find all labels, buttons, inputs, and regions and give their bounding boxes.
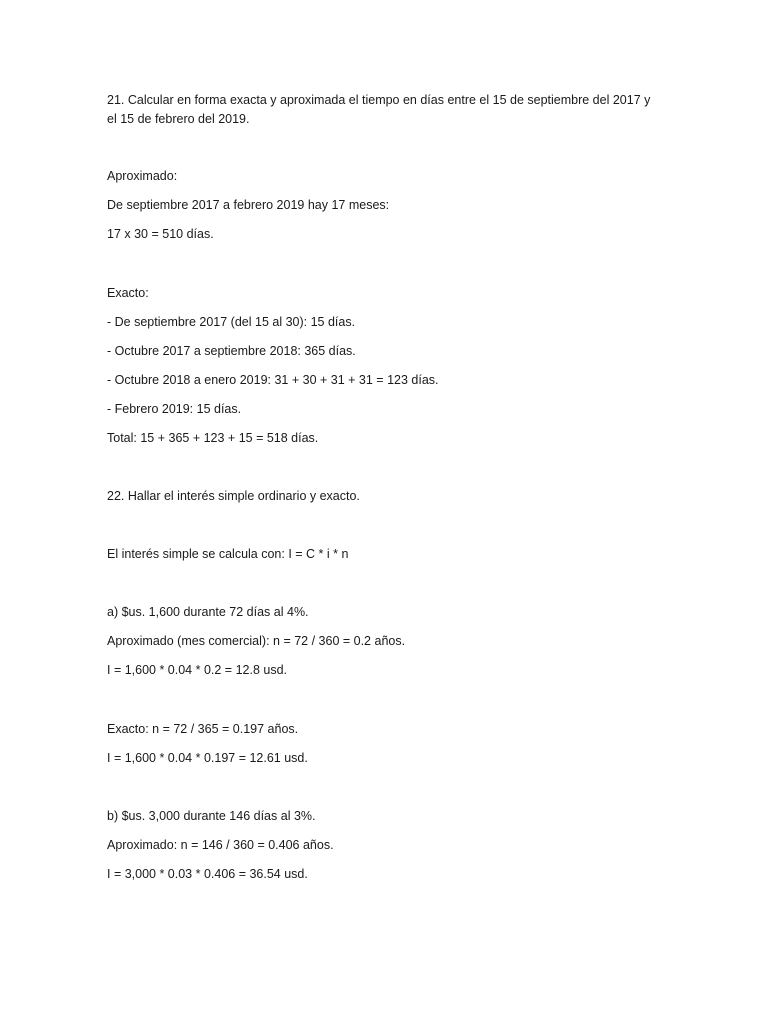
part-a-exact-calc: I = 1,600 * 0.04 * 0.197 = 12.61 usd. (107, 751, 308, 765)
part-a-approx: Aproximado (mes comercial): n = 72 / 360 = 0.2 años. (107, 634, 406, 648)
part-b-approx-calc: I = 3,000 * 0.03 * 0.406 = 36.54 usd. (107, 867, 308, 881)
part-b-approx: Aproximado: n = 146 / 360 = 0.406 años. (107, 838, 334, 852)
part-a-statement: a) $us. 1,600 durante 72 días al 4%. (107, 605, 309, 619)
part-b-statement: b) $us. 3,000 durante 146 días al 3%. (107, 809, 316, 823)
exact-total: Total: 15 + 365 + 123 + 15 = 518 días. (107, 431, 319, 445)
approx-line-2: 17 x 30 = 510 días. (107, 227, 214, 241)
question-21-line-2: el 15 de febrero del 2019. (107, 112, 250, 126)
exact-item: - Febrero 2019: 15 días. (107, 402, 242, 416)
exact-item: - Octubre 2018 a enero 2019: 31 + 30 + 31 + 31 = 123 días. (107, 373, 439, 387)
part-a-exact: Exacto: n = 72 / 365 = 0.197 años. (107, 722, 299, 736)
exact-heading: Exacto: (107, 286, 149, 300)
interest-formula: El interés simple se calcula con: I = C * i * n (107, 547, 349, 561)
exact-item: - Octubre 2017 a septiembre 2018: 365 días. (107, 344, 356, 358)
part-a-approx-calc: I = 1,600 * 0.04 * 0.2 = 12.8 usd. (107, 663, 287, 677)
question-21-line-1: 21. Calcular en forma exacta y aproximada el tiempo en días entre el 15 de septiembre del 2017 y (107, 93, 651, 107)
approx-heading: Aproximado: (107, 169, 178, 183)
exact-item: - De septiembre 2017 (del 15 al 30): 15 días. (107, 315, 356, 329)
question-22-title: 22. Hallar el interés simple ordinario y exacto. (107, 489, 360, 503)
approx-line-1: De septiembre 2017 a febrero 2019 hay 17 meses: (107, 198, 390, 212)
